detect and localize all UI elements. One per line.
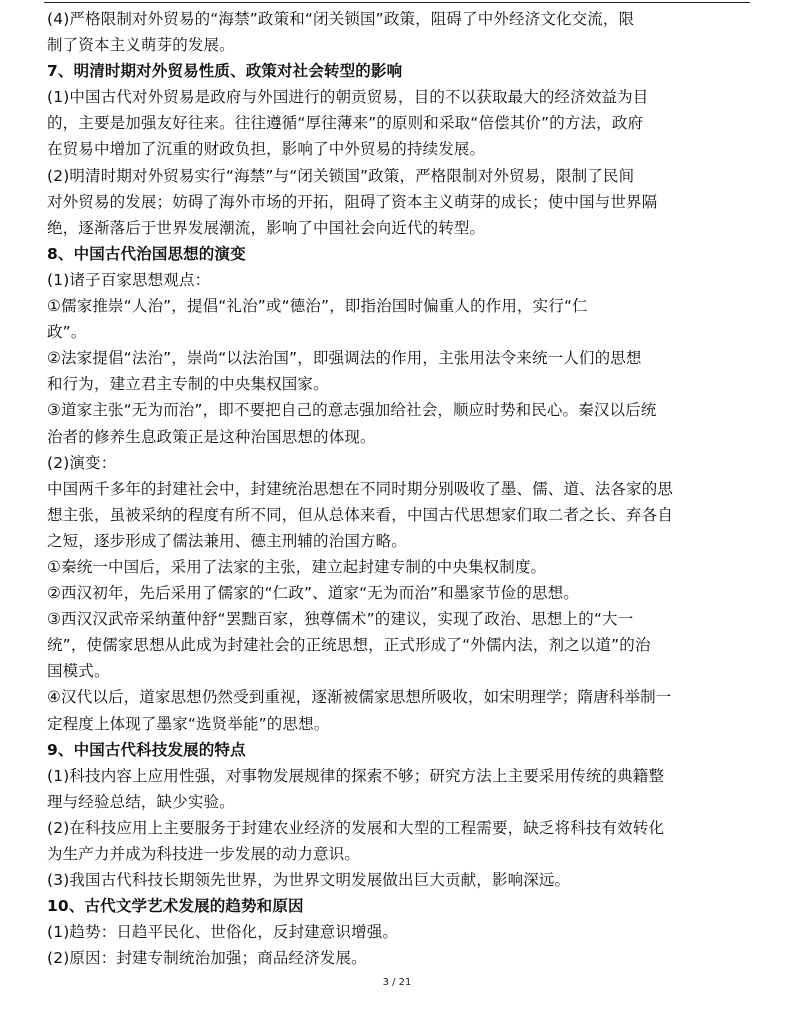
body-text-line: 理与经验总结，缺少实验。 xyxy=(47,792,235,811)
body-text-line: 定程度上体现了墨家“选贤举能”的思想。 xyxy=(47,714,330,733)
body-text-line: 在贸易中增加了沉重的财政负担，影响了中外贸易的持续发展。 xyxy=(47,140,486,159)
body-text-line: ③道家主张“无为而治”，即不要把自己的意志强加给社会，顺应时势和民心。秦汉以后统 xyxy=(47,401,657,420)
body-text-line: (2)在科技应用上主要服务于封建农业经济的发展和大型的工程需要，缺乏将科技有效转化 xyxy=(47,818,665,837)
section-heading: 10、古代文学艺术发展的趋势和原因 xyxy=(47,897,304,916)
section-heading: 9、中国古代科技发展的特点 xyxy=(47,740,246,759)
body-text-line: 和行为，建立君主专制的中央集权国家。 xyxy=(47,375,329,394)
body-text-line: 治者的修养生息政策正是这种治国思想的体现。 xyxy=(47,427,376,446)
body-text-line: 政”。 xyxy=(47,323,87,342)
body-text-line: 为生产力并成为科技进一步发展的动力意识。 xyxy=(47,845,361,863)
body-text-line: ②法家提倡“法治”，崇尚“以法治国”，即强调法的作用，主张用法令来统一人们的思想 xyxy=(47,349,642,368)
body-text-line: (4)严格限制对外贸易的“海禁”政策和“闭关锁国”政策，阻碍了中外经济文化交流，限 xyxy=(47,10,635,28)
body-text-line: 想主张，虽被采纳的程度有所不同，但从总体来看，中国古代思想家们取二者之长、弃各自 xyxy=(47,505,674,524)
body-text-line: (1)科技内容上应用性强，对事物发展规律的探索不够；研究方法上主要采用传统的典籍整 xyxy=(47,766,665,785)
body-text-line: 国模式。 xyxy=(47,662,110,681)
section-heading: 7、明清时期对外贸易性质、政策对社会转型的影响 xyxy=(47,62,403,81)
body-text-line: ④汉代以后，道家思想仍然受到重视，逐渐被儒家思想所吸收，如宋明理学；隋唐科举制一 xyxy=(47,688,672,707)
body-text-line: (2)演变： xyxy=(47,453,117,472)
body-text-line: 的，主要是加强友好往来。往往遵循“厚往薄来”的原则和采取“倍偿其价”的方法，政府 xyxy=(47,114,644,133)
body-text-line: 对外贸易的发展；妨碍了海外市场的开拓，阻碍了资本主义萌芽的成长；使中国与世界隔 xyxy=(47,192,658,211)
body-text-line: (1)趋势：日趋平民化、世俗化，反封建意识增强。 xyxy=(47,923,399,942)
body-text-line: (3)我国古代科技长期领先世界，为世界文明发展做出巨大贡献，影响深远。 xyxy=(47,871,571,890)
body-text-line: ②西汉初年，先后采用了儒家的“仁政”、道家“无为而治”和墨家节俭的思想。 xyxy=(47,584,579,603)
page-number: 3 / 21 xyxy=(382,977,412,988)
top-rule xyxy=(44,2,750,3)
body-text-line: 中国两千多年的封建社会中，封建统治思想在不同时期分别吸收了墨、儒、道、法各家的思 xyxy=(47,479,674,498)
body-text-line: (2)明清时期对外贸易实行“海禁”与“闭关锁国”政策，严格限制对外贸易，限制了民间 xyxy=(47,166,635,185)
body-text-line: (1)诸子百家思想观点： xyxy=(47,270,211,289)
document-body xyxy=(47,6,747,971)
body-text-line: 之短，逐步形成了儒法兼用、德主刑辅的治国方略。 xyxy=(47,531,407,550)
body-text-line: (2)原因：封建专制统治加强；商品经济发展。 xyxy=(47,949,367,968)
body-text-line: ①秦统一中国后，采用了法家的主张，建立起封建专制的中央集权制度。 xyxy=(47,557,547,576)
section-heading: 8、中国古代治国思想的演变 xyxy=(47,244,246,263)
body-text-line: ③西汉汉武帝采纳董仲舒“罢黜百家，独尊儒术”的建议，实现了政治、思想上的“大一 xyxy=(47,610,634,629)
body-text-line: ①儒家推崇“人治”，提倡“礼治”或“德治”，即指治国时偏重人的作用，实行“仁 xyxy=(47,297,588,316)
body-text-line: 统”，使儒家思想从此成为封建社会的正统思想，正式形成了“外儒内法，剂之以道”的治 xyxy=(47,636,651,655)
body-text-line: (1)中国古代对外贸易是政府与外国进行的朝贡贸易，目的不以获取最大的经济效益为目 xyxy=(47,88,649,107)
body-text-line: 制了资本主义萌芽的发展。 xyxy=(47,36,235,55)
body-text-line: 绝，逐渐落后于世界发展潮流，影响了中国社会向近代的转型。 xyxy=(47,218,486,237)
